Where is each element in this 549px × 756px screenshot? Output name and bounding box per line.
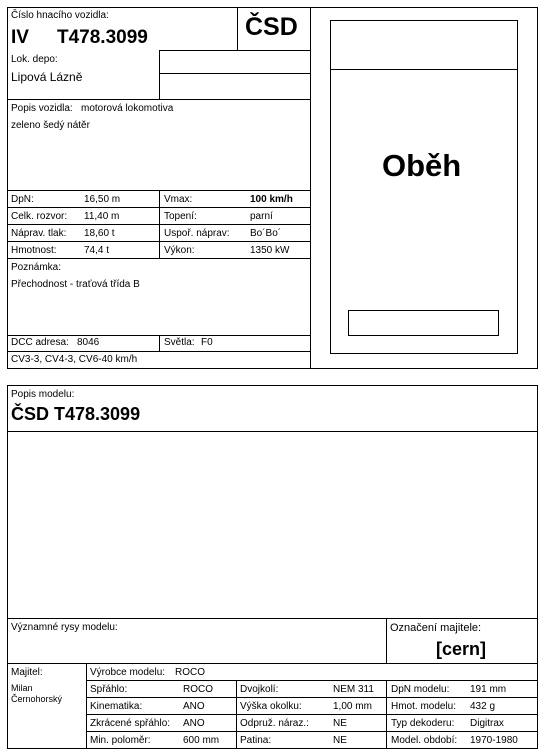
table-cell-value: 432 g: [470, 701, 496, 712]
table-cell-value: ANO: [183, 701, 205, 712]
table-cell-value: ANO: [183, 718, 205, 729]
table-cell-value: 1970-1980: [470, 735, 518, 746]
spec-value: 100 km/h: [250, 194, 293, 205]
owner-mark: [cern]: [436, 639, 487, 659]
description-line1: motorová lokomotiva: [81, 103, 174, 114]
table-cell-label: Min. poloměr:: [90, 735, 151, 746]
table-cell-label: Model. období:: [391, 735, 458, 746]
vehicle-number: T478.3099: [57, 27, 148, 48]
circulation-title: Oběh: [382, 148, 462, 183]
table-cell-value: Digitrax: [470, 718, 504, 729]
table-cell-label: Patina:: [240, 735, 272, 746]
vehicle-class: IV: [11, 27, 29, 48]
spec-label: Topení:: [164, 211, 197, 222]
depot-label: Lok. depo:: [11, 54, 58, 65]
cv-settings: CV3-3, CV4-3, CV6-40 km/h: [11, 354, 138, 365]
circulation-panel: [330, 20, 518, 354]
circulation-box: [348, 310, 499, 336]
table-cell-label: Hmot. modelu:: [391, 701, 457, 712]
description-label: Popis vozidla:: [11, 103, 73, 114]
spec-label: Náprav. tlak:: [11, 228, 67, 239]
spec-value: 74,4 t: [84, 245, 110, 256]
spec-label: Uspoř. náprav:: [164, 228, 230, 239]
table-cell-label: Kinematika:: [90, 701, 143, 712]
manufacturer-label: Výrobce modelu:: [90, 667, 166, 678]
spec-label: Hmotnost:: [11, 245, 57, 256]
dcc-label: DCC adresa:: [11, 337, 69, 348]
spec-value: 11,40 m: [84, 211, 120, 222]
owner-name-line1: Milan: [11, 683, 33, 693]
spec-value: Bo´Bo´: [250, 228, 282, 239]
vehicle-number-label: Číslo hnacího vozidla:: [11, 10, 109, 21]
table-cell-label: DpN modelu:: [391, 684, 450, 695]
table-cell-label: Výška okolku:: [240, 701, 302, 712]
owner-label: Majitel:: [11, 667, 43, 678]
table-cell-label: Spřáhlo:: [90, 684, 128, 695]
spec-label: Výkon:: [164, 245, 195, 256]
spec-value: 1350 kW: [250, 245, 290, 256]
table-cell-value: NE: [333, 735, 347, 746]
model-description-label: Popis modelu:: [11, 389, 75, 400]
lights-label: Světla:: [164, 337, 195, 348]
table-cell-value: 1,00 mm: [333, 701, 372, 712]
description-line2: zeleno šedý nátěr: [11, 120, 90, 131]
depot-value: Lipová Lázně: [11, 70, 83, 84]
table-cell-value: NEM 311: [333, 684, 374, 695]
model-title: ČSD T478.3099: [11, 404, 141, 424]
features-label: Významné rysy modelu:: [11, 622, 118, 633]
dcc-value: 8046: [77, 337, 100, 348]
table-cell-label: Dvojkolí:: [240, 684, 279, 695]
spec-label: Vmax:: [164, 194, 193, 205]
manufacturer-value: ROCO: [175, 667, 205, 678]
table-cell-value: 191 mm: [470, 684, 507, 695]
table-cell-value: ROCO: [183, 684, 213, 695]
spec-label: DpN:: [11, 194, 34, 205]
note-text: Přechodnost - traťová třída B: [11, 279, 140, 290]
spec-value: 18,60 t: [84, 228, 115, 239]
owner-name-line2: Černohorský: [11, 694, 63, 704]
table-cell-value: 600 mm: [183, 735, 220, 746]
table-cell-label: Zkrácené spřáhlo:: [90, 718, 171, 729]
spec-value: parní: [250, 211, 273, 222]
lights-value: F0: [201, 337, 213, 348]
table-cell-value: NE: [333, 718, 347, 729]
spec-value: 16,50 m: [84, 194, 121, 205]
table-cell-label: Typ dekoderu:: [391, 718, 455, 729]
spec-label: Celk. rozvor:: [11, 211, 68, 222]
table-cell-label: Odpruž. náraz.:: [240, 718, 309, 729]
railway-code: ČSD: [245, 13, 298, 41]
owner-mark-label: Označení majitele:: [390, 622, 482, 634]
note-label: Poznámka:: [11, 262, 62, 273]
